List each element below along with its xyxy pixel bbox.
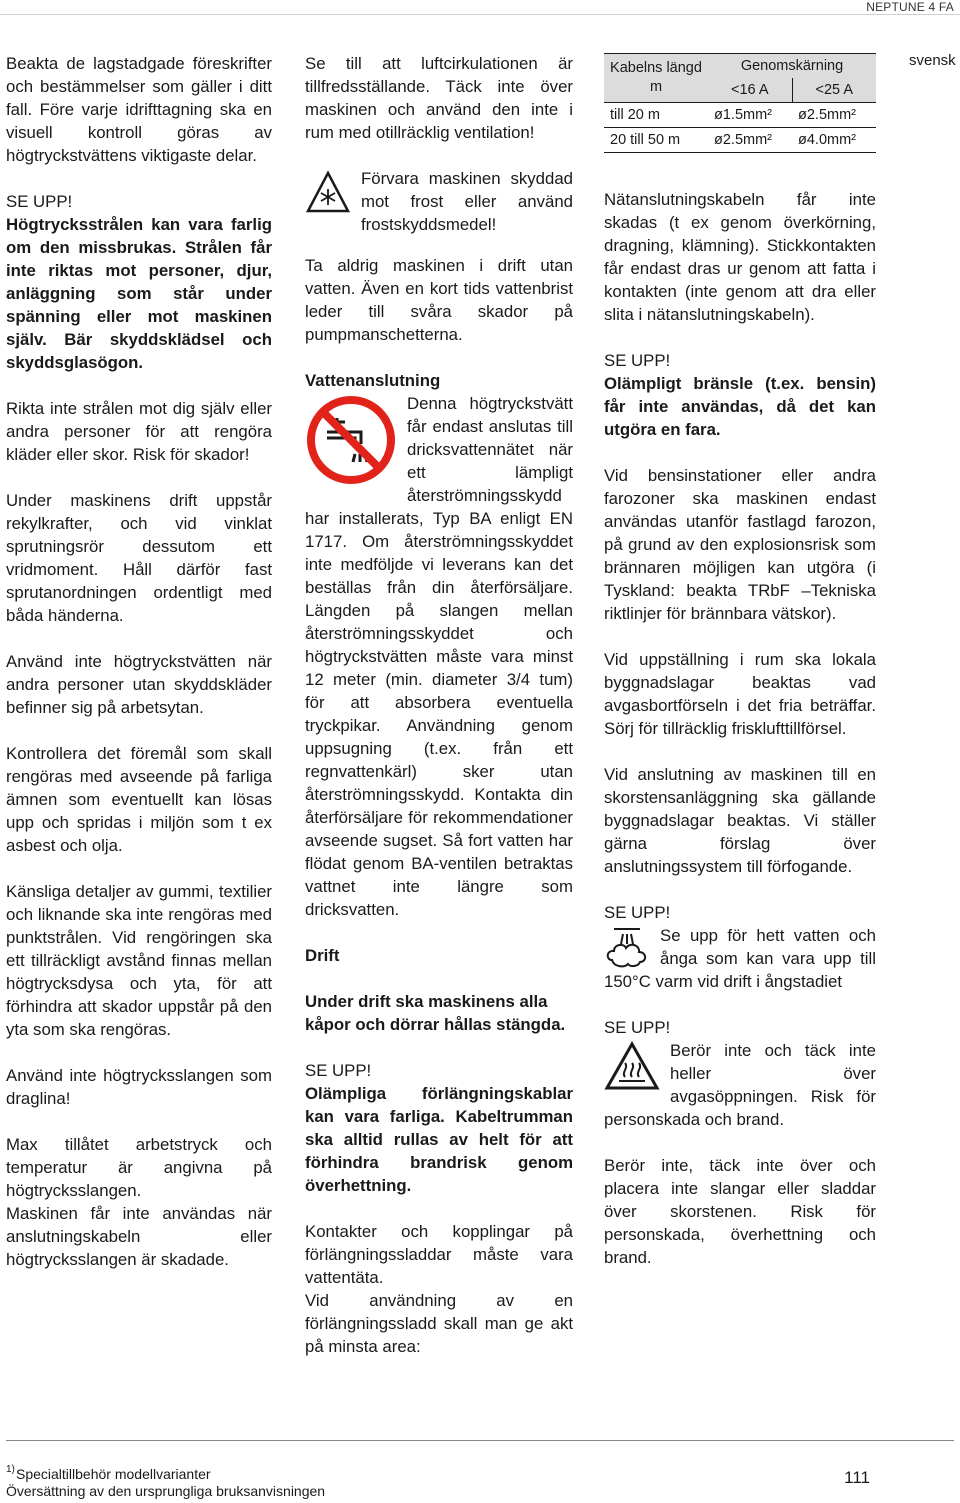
- language-tag: svensk: [909, 52, 956, 69]
- frost-warning: [305, 167, 573, 236]
- warning-text: Högtrycksstrålen kan vara farlig om den missbrukas. Strålen får inte riktas mot personer, djur, anläggning som står under spänning eller mot maskinen själv. Bär skyddsklädsel och skyddsglasögon.: [6, 215, 272, 372]
- hot-steam-warning: [604, 924, 876, 993]
- hot-steam-icon: [604, 926, 650, 970]
- hot-surface-warning-icon: [604, 1041, 660, 1091]
- warning-heading: SE UPP!: [604, 1018, 671, 1037]
- table-cell-length: till 20 m: [604, 103, 708, 128]
- table-header-length: Kabelns längd m: [604, 54, 708, 103]
- hot-surface-warning-text: Berör inte och täck inte heller över avgasöppningen. Risk för personskada och brand.: [604, 1041, 876, 1129]
- paragraph: Vid anslutning av maskinen till en skorstensanläggning ska gällande byggnadslagar beaktas. Vi ställer gärna förslag över anslutningssystem till förfogande.: [604, 765, 876, 876]
- paragraph: Maskinen får inte användas när anslutningskabeln eller högtrycksslangen är skadade.: [6, 1204, 272, 1269]
- paragraph: Berör inte, täck inte över och placera inte slangar eller sladdar över skorstenen. Risk för personskada, överhettning och brand.: [604, 1156, 876, 1267]
- warning-heading: SE UPP!: [604, 351, 671, 370]
- table-header-section: Genomskärning: [708, 54, 876, 79]
- paragraph: Max tillåtet arbetstryck och temperatur är angivna på högtrycksslangen.: [6, 1135, 272, 1200]
- table-header-row: [604, 54, 876, 79]
- column-right: [604, 188, 876, 1269]
- table-cell-16a: ø2.5mm²: [708, 128, 792, 153]
- table-cell-16a: ø1.5mm²: [708, 103, 792, 128]
- section-heading-drift: Drift: [305, 946, 340, 965]
- column-left: [6, 52, 272, 1271]
- water-connection-text: Denna högtryckstvätt får endast anslutas till dricksvattennätet när ett lämpligt återströmningsskydd har installerats, Typ BA enligt EN 1717. Om återströmningsskyddet inte medföljde vi leverans kan det beställas från din återförsäljare. Längden på slangen mellan återströmningsskyddet och högtryckstvätten måste vara minst 12 meter (min. diameter 3/4 tum) för att absorbera eventuella tryckpikar. Användning genom uppsugning (t.ex. från ett regnvattenkärl) sker utan återströmningsskydd. Kontakta din återförsäljare för rekommendationer avseende sugset. Så fort vatten har flödat genom BA-ventilen betraktas vattnet inte längre som dricksvatten.: [305, 394, 573, 919]
- paragraph: Under maskinens drift uppstår rekylkrafter, och vid vinklat sprutningsrör dessutom ett vridmoment. Håll därför fast sprutanordningen ordentligt med båda händerna.: [6, 491, 272, 625]
- table-header-16a: <16 A: [708, 78, 792, 103]
- paragraph: Vid uppställning i rum ska lokala byggnadslagar beaktas vad avgasbortförseln i det fria beträffar. Sörj för tillräcklig frisklufttillförsel.: [604, 650, 876, 738]
- page-number: 111: [844, 1468, 870, 1487]
- drift-warning-text: Under drift ska maskinens alla kåpor och dörrar hållas stängda.: [305, 992, 566, 1034]
- column-middle: [305, 52, 573, 1358]
- paragraph: Kontrollera det föremål som skall rengöras med avseende på farliga ämnen som eventuellt kan lösas upp och spridas i miljön som t ex asbest och olja.: [6, 744, 272, 855]
- table-row: [604, 128, 876, 153]
- paragraph: Vid användning av en förlängningssladd skall man ge akt på minsta area:: [305, 1291, 573, 1356]
- warning-heading: SE UPP!: [6, 192, 73, 211]
- warning-heading: SE UPP!: [604, 903, 671, 922]
- no-drinking-water-connection-icon: [305, 394, 397, 486]
- header-bar: [0, 0, 960, 15]
- extension-cable-warning: Olämpliga förlängningskablar kan vara farliga. Kabeltrumman ska alltid rullas av helt för att förhindra brandrisk genom överhettning.: [305, 1084, 573, 1195]
- paragraph: Använd inte högtryckstvätten när andra personer utan skyddskläder befinner sig på arbetsytan.: [6, 652, 272, 717]
- translation-note: Översättning av den ursprungliga bruksanvisningen: [6, 1483, 326, 1499]
- footnote-text: Specialtillbehör modellvarianter: [16, 1466, 211, 1482]
- paragraph: Rikta inte strålen mot dig själv eller andra personer för att rengöra kläder eller skor. Risk för skador!: [6, 399, 272, 464]
- table-cell-25a: ø4.0mm²: [792, 128, 876, 153]
- hot-steam-warning-text: Se upp för hett vatten och ånga som kan vara upp till 150°C varm vid drift i ångstadiet: [604, 926, 876, 991]
- fuel-warning-text: Olämpligt bränsle (t.ex. bensin) får inte användas, då det kan utgöra en fara.: [604, 374, 876, 439]
- paragraph: Vid bensinstationer eller andra farozoner ska maskinen endast användas utanför fastlagd farozon, på grund av den explosionsrisk som brännaren möjligen kan utgöra (i Tyskland: beakta TRbF –Tekniska riktlinjer för brännbara vätskor).: [604, 466, 876, 623]
- table-cell-length: 20 till 50 m: [604, 128, 708, 153]
- warning-heading: SE UPP!: [305, 1061, 372, 1080]
- section-heading-water: Vattenanslutning: [305, 371, 441, 390]
- table-header-25a: <25 A: [792, 78, 876, 103]
- frost-warning-icon: [305, 169, 351, 215]
- frost-warning-text: Förvara maskinen skyddad mot frost eller använd frostskyddsmedel!: [361, 169, 573, 234]
- paragraph: Ta aldrig maskinen i drift utan vatten. Även en kort tids vattenbrist leder till svåra skador på pumpmanschetterna.: [305, 256, 573, 344]
- table-cell-25a: ø2.5mm²: [792, 103, 876, 128]
- cable-section-table: [604, 53, 876, 153]
- hot-surface-warning: [604, 1039, 876, 1131]
- paragraph: Kontakter och kopplingar på förlängningssladdar måste vara vattentäta.: [305, 1222, 573, 1287]
- ventilation-paragraph: Se till att luftcirkulationen är tillfredsställande. Täck inte över maskinen och använd den inte i rum med otillräcklig ventilation!: [305, 54, 573, 142]
- water-connection-block: [305, 392, 573, 921]
- footer-divider: [6, 1440, 954, 1441]
- paragraph: Känsliga detaljer av gummi, textilier och liknande ska inte rengöras med punktstrålen. Vid rengöringen ska ett tillräckligt avstånd finnas mellan högtrycksdysa och yta, för att förhindra att skador uppstår på den yta som ska rengöras.: [6, 882, 272, 1039]
- footnote-marker: 1): [6, 1464, 15, 1475]
- document-title: NEPTUNE 4 FA: [866, 0, 954, 14]
- intro-paragraph: Beakta de lagstadgade föreskrifter och bestämmelser som gäller i ditt fall. Före varje idrifttagning ska en visuell kontroll göras av högtryckstvättens viktigaste delar.: [6, 54, 272, 165]
- table-row: [604, 103, 876, 128]
- paragraph: Nätanslutningskabeln får inte skadas (t ex genom överkörning, dragning, klämning). Stickkontakten får endast dras ur genom att fatta i kontakten (inte genom att dra eller slita i nätanslutningskabeln).: [604, 190, 876, 324]
- paragraph: Använd inte högtrycksslangen som draglina!: [6, 1066, 272, 1108]
